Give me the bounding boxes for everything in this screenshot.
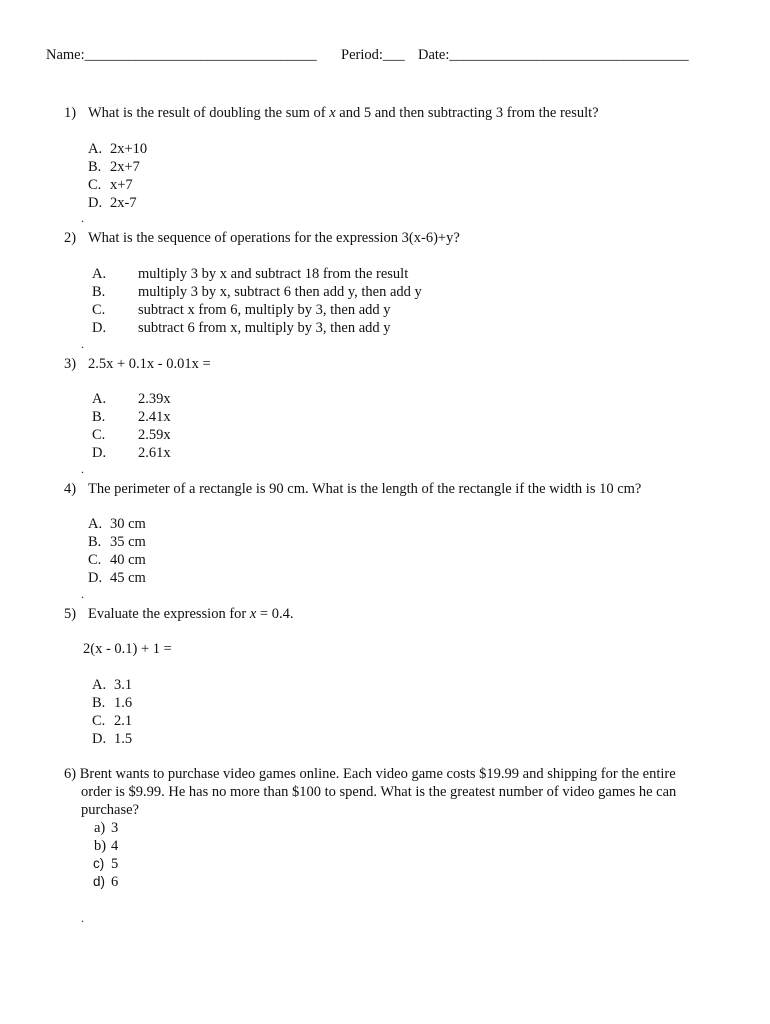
q5-choice-b-letter: B. <box>92 695 106 711</box>
period-field-label: Period:___ <box>341 47 405 63</box>
q2-choice-b-text: multiply 3 by x, subtract 6 then add y, then add y <box>138 284 422 300</box>
question-5-expression: 2(x - 0.1) + 1 = <box>83 641 172 657</box>
q5-choice-c-letter: C. <box>92 713 106 729</box>
q5-choice-a-letter: A. <box>92 677 107 693</box>
question-6-text-line-1: 6) Brent wants to purchase video games online. Each video game costs $19.99 and shipping for the entire <box>64 766 676 782</box>
q5-choice-b-text: 1.6 <box>114 695 133 711</box>
q5-choice-c-text: 2.1 <box>114 713 133 729</box>
q6-choice-a-letter: a) <box>94 820 106 836</box>
q5-choice-d-letter: D. <box>92 731 107 747</box>
question-3-number: 3) <box>64 356 77 372</box>
q1-choice-d-letter: D. <box>88 195 103 211</box>
separator-dot: . <box>81 911 84 925</box>
variable-x: x <box>329 105 336 121</box>
date-field-label: Date:_________________________________ <box>418 47 689 63</box>
q4-choice-d-text: 45 cm <box>110 570 146 586</box>
question-1-number: 1) <box>64 105 77 121</box>
q4-choice-d-letter: D. <box>88 570 103 586</box>
q1-choice-a-text: 2x+10 <box>110 141 148 157</box>
q4-choice-b-letter: B. <box>88 534 102 550</box>
q4-choice-c-letter: C. <box>88 552 102 568</box>
question-2-number: 2) <box>64 230 77 246</box>
question-1-text: What is the result of doubling the sum of x and 5 and then subtracting 3 from the result? <box>88 105 599 121</box>
q2-choice-a-text: multiply 3 by x and subtract 18 from the result <box>138 266 409 282</box>
q2-choice-b-letter: B. <box>92 284 106 300</box>
q3-choice-d-letter: D. <box>92 445 107 461</box>
question-5-text: Evaluate the expression for x = 0.4. <box>88 606 294 622</box>
q1-choice-c-text: x+7 <box>110 177 133 193</box>
q4-choice-a-text: 30 cm <box>110 516 146 532</box>
q1-choice-b-letter: B. <box>88 159 102 175</box>
question-3-text: 2.5x + 0.1x - 0.01x = <box>88 356 211 372</box>
q6-choice-a-text: 3 <box>111 820 119 836</box>
q4-choice-b-text: 35 cm <box>110 534 146 550</box>
q6-choice-d-text: 6 <box>111 874 119 890</box>
q2-choice-a-letter: A. <box>92 266 107 282</box>
q6-choice-b-text: 4 <box>111 838 119 854</box>
q1-choice-a-letter: A. <box>88 141 103 157</box>
separator-dot: . <box>81 337 84 351</box>
q3-choice-d-text: 2.61x <box>138 445 171 461</box>
variable-x: x <box>249 606 257 622</box>
separator-dot: . <box>81 587 84 601</box>
separator-dot: . <box>81 462 84 476</box>
question-4-number: 4) <box>64 481 77 497</box>
q4-choice-c-text: 40 cm <box>110 552 146 568</box>
q1-choice-c-letter: C. <box>88 177 102 193</box>
q3-choice-a-text: 2.39x <box>138 391 171 407</box>
q2-choice-c-text: subtract x from 6, multiply by 3, then add y <box>138 302 391 318</box>
separator-dot: . <box>81 211 84 225</box>
question-6-text-line-3: purchase? <box>81 802 139 818</box>
q3-choice-b-letter: B. <box>92 409 106 425</box>
q1-choice-b-text: 2x+7 <box>110 159 140 175</box>
q5-choice-a-text: 3.1 <box>114 677 133 693</box>
question-6-text-line-2: order is $9.99. He has no more than $100 to spend. What is the greatest number of video games he can <box>81 784 677 800</box>
q2-choice-d-text: subtract 6 from x, multiply by 3, then add y <box>138 320 391 336</box>
question-5-number: 5) <box>64 606 77 622</box>
q5-choice-d-text: 1.5 <box>114 731 133 747</box>
q2-choice-c-letter: C. <box>92 302 106 318</box>
q1-choice-d-text: 2x-7 <box>110 195 137 211</box>
q6-choice-d-letter: d) <box>93 874 106 889</box>
q3-choice-a-letter: A. <box>92 391 107 407</box>
q3-choice-c-text: 2.59x <box>138 427 171 443</box>
question-4-text: The perimeter of a rectangle is 90 cm. What is the length of the rectangle if the width is 10 cm? <box>88 481 642 497</box>
q6-choice-c-text: 5 <box>111 856 119 872</box>
name-field-label: Name:________________________________ <box>46 47 317 63</box>
q6-choice-b-letter: b) <box>94 838 107 854</box>
q3-choice-c-letter: C. <box>92 427 106 443</box>
q6-choice-c-letter: c) <box>93 856 105 871</box>
question-2-text: What is the sequence of operations for the expression 3(x-6)+y? <box>88 230 460 246</box>
q3-choice-b-text: 2.41x <box>138 409 171 425</box>
q4-choice-a-letter: A. <box>88 516 103 532</box>
q2-choice-d-letter: D. <box>92 320 107 336</box>
